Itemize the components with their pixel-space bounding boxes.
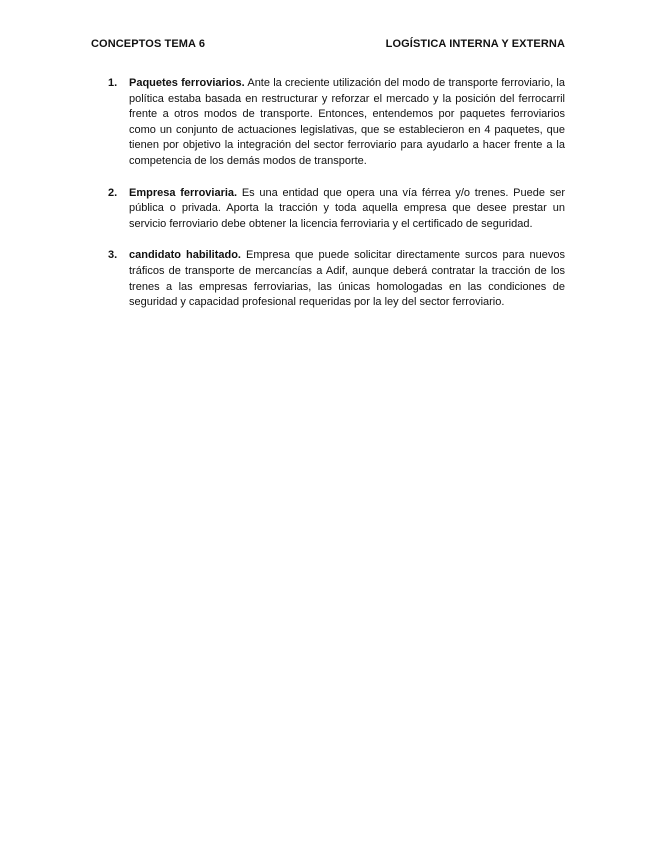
item-paragraph — [129, 76, 565, 170]
concepts-list — [108, 76, 565, 327]
list-item — [108, 248, 565, 310]
item-paragraph — [129, 248, 565, 310]
item-paragraph — [129, 186, 565, 233]
header-right-title: LOGÍSTICA INTERNA Y EXTERNA — [385, 38, 565, 50]
item-number: 1. — [108, 77, 118, 89]
item-term: Empresa ferroviaria. — [129, 186, 238, 199]
item-text: Ante la creciente utilización del modo de transporte ferroviario, la política estaba basada en restructurar y reforzar el mercado y la posición del ferrocarril frente a otros modos de transporte. Entonces, entendemos por paquetes ferroviarios como un conjunto de actuaciones legislativas, que se establecieron en 4 paquetes, que tienen por objetivo la integración del sector ferroviario para ayudarlo a hacer frente a la competencia de los demás modos de transporte. — [129, 77, 565, 167]
list-item — [108, 186, 565, 233]
item-number: 2. — [108, 186, 118, 199]
item-text: Empresa que puede solicitar directamente surcos para nuevos tráficos de transporte de mercancías a Adif, aunque deberá contratar la tracción de los trenes a las empresas ferroviarias, las únicas homologadas en las condiciones de seguridad y capacidad profesional requeridas por la ley del sector ferroviario. — [129, 249, 565, 309]
page-header — [91, 38, 565, 50]
list-item — [108, 76, 565, 170]
item-number: 3. — [108, 249, 118, 262]
item-text: Es una entidad que opera una vía férrea y/o trenes. Puede ser pública o privada. Aporta la tracción y toda aquella empresa que desee prestar un servicio ferroviario debe obtener la licencia ferroviaria y el certificado de seguridad. — [129, 186, 566, 230]
item-term: Paquetes ferroviarios. — [129, 77, 245, 89]
header-left-title: CONCEPTOS TEMA 6 — [91, 38, 206, 50]
item-term: candidato habilitado. — [129, 249, 241, 262]
